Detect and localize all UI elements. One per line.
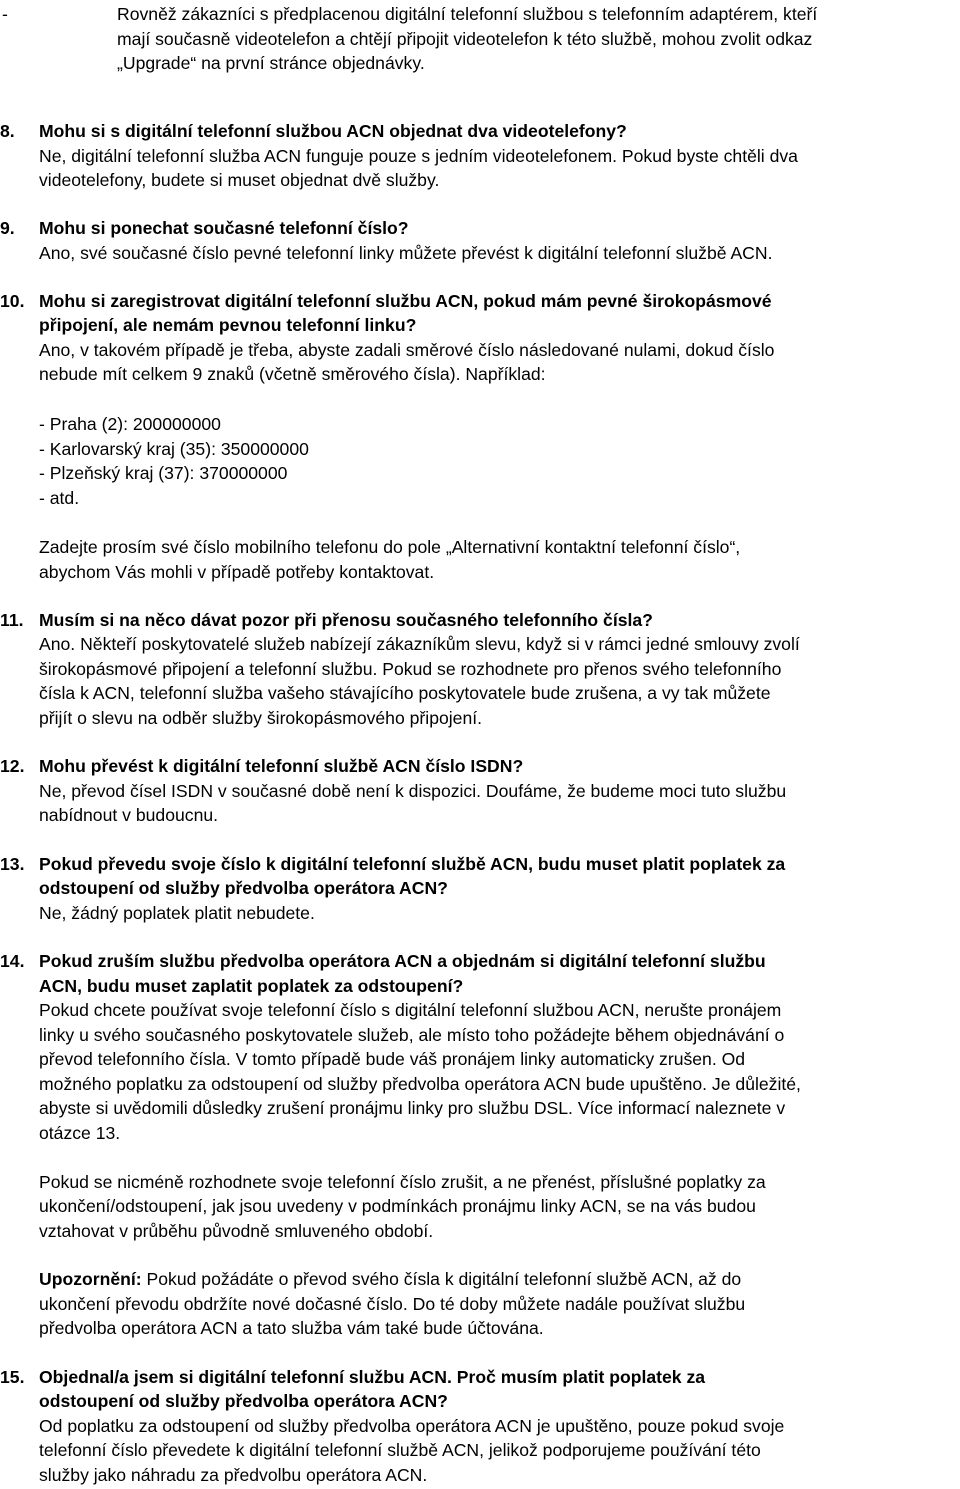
q10-note-line-1: Zadejte prosím své číslo mobilního telefonu do pole „Alternativní kontaktní telefonní číslo“, <box>39 537 741 557</box>
q10-example-2: - Karlovarský kraj (35): 350000000 <box>39 439 309 459</box>
q14-paragraph2-line-2: ukončení/odstoupení, jak jsou uvedeny v podmínkách pronájmu linky ACN, se na vás budou <box>39 1196 756 1216</box>
q11-answer-line-3: čísla k ACN, telefonní služba vašeho stávajícího poskytovatele bude zrušena, a vy tak můžete <box>39 683 771 703</box>
q14-number: 14. <box>0 951 25 971</box>
q8-answer-line-2: videotelefony, budete si muset objednat dvě služby. <box>39 170 440 190</box>
q11-answer-line-1: Ano. Někteří poskytovatelé služeb nabízejí zákazníkům slevu, když si v rámci jedné smlouvy zvolí <box>39 634 800 654</box>
q13-number: 13. <box>0 854 25 874</box>
q14-warning-line-2: ukončení převodu obdržíte nové dočasné číslo. Do té doby můžete nadále používat službu <box>39 1294 746 1314</box>
q15-answer-line-1: Od poplatku za odstoupení od služby předvolba operátora ACN je upuštěno, pouze pokud svoje <box>39 1416 785 1436</box>
q14-answer-line-6: otázce 13. <box>39 1123 121 1143</box>
q10-example-4: - atd. <box>39 488 80 508</box>
q14-answer-line-5: abyste si uvědomili důsledky zrušení pronájmu linky pro službu DSL. Více informací naleznete v <box>39 1098 786 1118</box>
q15-number: 15. <box>0 1367 25 1387</box>
q8-number: 8. <box>0 121 15 141</box>
q14-paragraph2-line-1: Pokud se nicméně rozhodnete svoje telefonní číslo zrušit, a ne přenést, příslušné poplatky za <box>39 1172 766 1192</box>
q10-question-line-1: Mohu si zaregistrovat digitální telefonní službu ACN, pokud mám pevné širokopásmové <box>39 291 772 311</box>
q10-number: 10. <box>0 291 25 311</box>
q12-question: Mohu převést k digitální telefonní službě ACN číslo ISDN? <box>39 756 524 776</box>
q15-question-line-1: Objednal/a jsem si digitální telefonní službu ACN. Proč musím platit poplatek za <box>39 1367 706 1387</box>
q8-answer-line-1: Ne, digitální telefonní služba ACN funguje pouze s jedním videotelefonem. Pokud byste chtěli dva <box>39 146 798 166</box>
q14-answer-line-3: převod telefonního čísla. V tomto případě bude váš pronájem linky automaticky zrušen. Od <box>39 1049 746 1069</box>
q13-answer-line-1: Ne, žádný poplatek platit nebudete. <box>39 903 315 923</box>
q14-warning-text-1: Pokud požádáte o převod svého čísla k digitální telefonní službě ACN, až do <box>141 1269 742 1289</box>
intro-line-2: mají současně videotelefon a chtějí připojit videotelefon k této službě, mohou zvolit odkaz <box>117 29 813 49</box>
q11-answer-line-4: přijít o slevu na odběr služby širokopásmového připojení. <box>39 708 483 728</box>
q8-question: Mohu si s digitální telefonní službou ACN objednat dva videotelefony? <box>39 121 627 141</box>
q14-warning-line-1 <box>39 1267 741 1292</box>
q14-paragraph2-line-3: vztahovat v průběhu původně smluveného období. <box>39 1221 434 1241</box>
q15-answer-line-3: služby jako náhradu za předvolbu operátora ACN. <box>39 1465 428 1485</box>
q14-warning-label: Upozornění: <box>39 1269 142 1289</box>
q10-question-line-2: připojení, ale nemám pevnou telefonní linku? <box>39 315 417 335</box>
q10-note-line-2: abychom Vás mohli v případě potřeby kontaktovat. <box>39 562 435 582</box>
q14-answer-line-2: linky u svého současného poskytovatele služeb, ale místo toho požádejte během objednávání o <box>39 1025 785 1045</box>
q14-answer-line-1: Pokud chcete používat svoje telefonní číslo s digitální telefonní službou ACN, nerušte pronájem <box>39 1000 782 1020</box>
q11-number: 11. <box>0 610 24 630</box>
q9-number: 9. <box>0 218 15 238</box>
q10-example-1: - Praha (2): 200000000 <box>39 414 221 434</box>
intro-dash: - <box>2 4 8 24</box>
q12-number: 12. <box>0 756 25 776</box>
q15-question-line-2: odstoupení od služby předvolba operátora ACN? <box>39 1391 448 1411</box>
q9-question: Mohu si ponechat současné telefonní číslo? <box>39 218 409 238</box>
q10-answer-line-2: nebude mít celkem 9 znaků (včetně směrového čísla). Například: <box>39 364 546 384</box>
intro-line-1: Rovněž zákazníci s předplacenou digitální telefonní službou s telefonním adaptérem, kteří <box>117 4 818 24</box>
q14-warning-line-3: předvolba operátora ACN a tato služba vám také bude účtována. <box>39 1318 544 1338</box>
q13-question-line-2: odstoupení od služby předvolba operátora ACN? <box>39 878 448 898</box>
q14-answer-line-4: možného poplatku za odstoupení od služby předvolba operátora ACN bude upuštěno. Je důležité, <box>39 1074 801 1094</box>
q14-question-line-1: Pokud zruším službu předvolba operátora ACN a objednám si digitální telefonní službu <box>39 951 766 971</box>
q10-answer-line-1: Ano, v takovém případě je třeba, abyste zadali směrové číslo následované nulami, dokud číslo <box>39 340 775 360</box>
q10-example-3: - Plzeňský kraj (37): 370000000 <box>39 463 288 483</box>
q11-question: Musím si na něco dávat pozor při přenosu současného telefonního čísla? <box>39 610 653 630</box>
intro-line-3: „Upgrade“ na první stránce objednávky. <box>117 53 425 73</box>
q12-answer-line-2: nabídnout v budoucnu. <box>39 805 219 825</box>
q14-question-line-2: ACN, budu muset zaplatit poplatek za odstoupení? <box>39 976 464 996</box>
q9-answer-line-1: Ano, své současné číslo pevné telefonní linky můžete převést k digitální telefonní službě ACN. <box>39 243 773 263</box>
q12-answer-line-1: Ne, převod čísel ISDN v současné době není k dispozici. Doufáme, že budeme moci tuto službu <box>39 781 787 801</box>
q11-answer-line-2: širokopásmové připojení a telefonní službu. Pokud se rozhodnete pro přenos svého telefonního <box>39 659 782 679</box>
q15-answer-line-2: telefonní číslo převedete k digitální telefonní službě ACN, jelikož podporujeme používání této <box>39 1440 761 1460</box>
q13-question-line-1: Pokud převedu svoje číslo k digitální telefonní službě ACN, budu muset platit poplatek za <box>39 854 786 874</box>
